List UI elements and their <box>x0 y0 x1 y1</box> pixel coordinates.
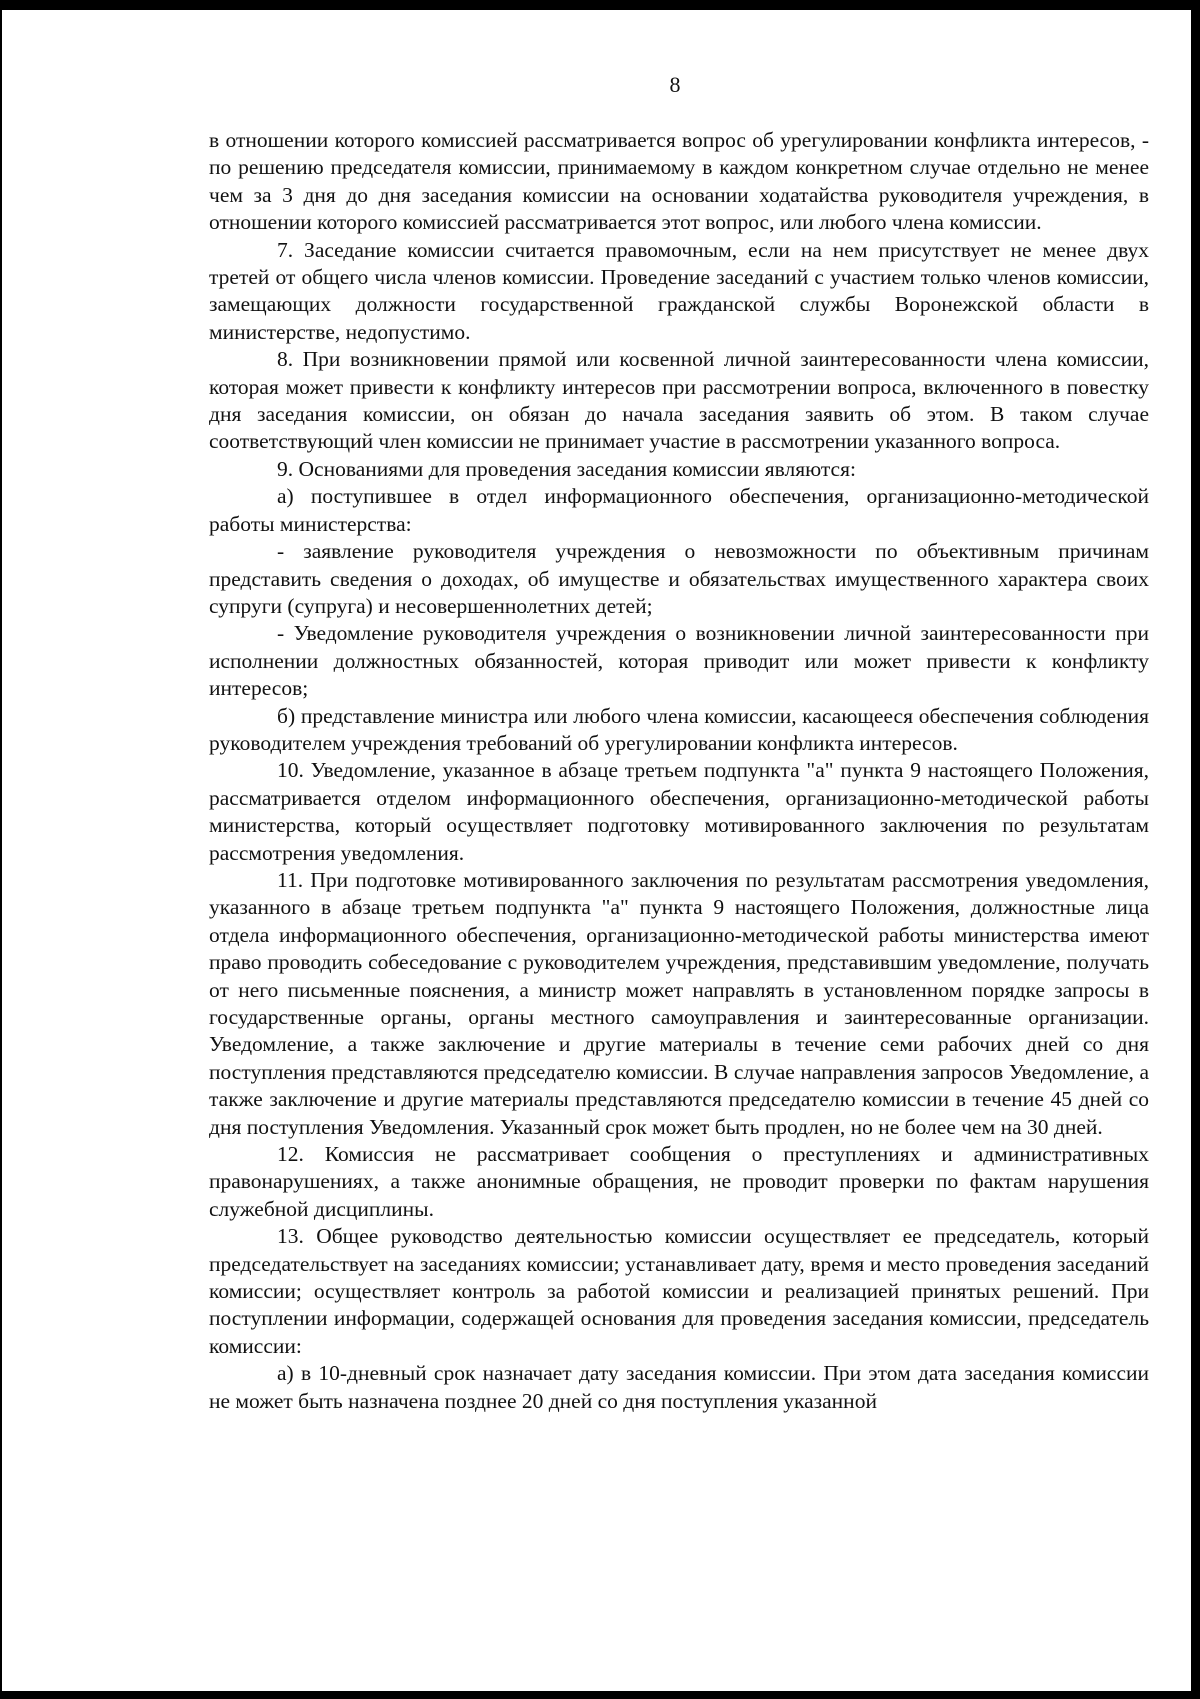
scan-border-bottom <box>0 1691 1200 1699</box>
paragraph: 8. При возникновении прямой или косвенной личной заинтересованности члена комиссии, которая может привести к конфликту интересов при рассмотрении вопроса, включенного в повестку дня заседания комиссии, он обязан до начала заседания заявить об этом. В таком случае соответствующий член комиссии не принимает участие в рассмотрении указанного вопроса. <box>209 347 1149 454</box>
paragraph: 12. Комиссия не рассматривает сообщения о преступлениях и административных правонарушениях, а также анонимные обращения, не проводит проверки по фактам нарушения служебной дисциплины. <box>209 1142 1149 1221</box>
paragraph: - Уведомление руководителя учреждения о возникновении личной заинтересованности при исполнении должностных обязанностей, которая приводит или может привести к конфликту интересов; <box>209 621 1149 701</box>
scan-border-top <box>0 0 1200 10</box>
paragraph: 13. Общее руководство деятельностью комиссии осуществляет ее председатель, который председательствует на заседаниях комиссии; устанавливает дату, время и место проведения заседаний комиссии; осуществляет контроль за работой комиссии и реализацией принятых решений. При поступлении информации, содержащей основания для проведения заседания комиссии, председатель комиссии: <box>209 1224 1149 1358</box>
paragraph: а) в 10-дневный срок назначает дату заседания комиссии. При этом дата заседания комиссии не может быть назначена позднее 20 дней со дня поступления указанной <box>209 1361 1149 1413</box>
scan-border-right <box>1191 0 1200 1699</box>
page-number: 8 <box>669 72 681 97</box>
paragraph: 10. Уведомление, указанное в абзаце третьем подпункта "а" пункта 9 настоящего Положения, рассматривается отделом информационного обеспечения, организационно-методической работы министерства, который осуществляет подготовку мотивированного заключения по результатам рассмотрения уведомления. <box>209 758 1149 865</box>
paragraph: - заявление руководителя учреждения о невозможности по объективным причинам представить сведения о доходах, об имуществе и обязательствах имущественного характера своих супруги (супруга) и несовершеннолетних детей; <box>209 539 1149 618</box>
paragraph: в отношении которого комиссией рассматривается вопрос об урегулировании конфликта интересов, - по решению председателя комиссии, принимаемому в каждом конкретном случае отдельно не менее чем за 3 дня до дня заседания комиссии на основании ходатайства руководителя учреждения, в отношении которого комиссией рассматривается этот вопрос, или любого члена комиссии. <box>209 128 1149 235</box>
paragraph: 11. При подготовке мотивированного заключения по результатам рассмотрения уведомления, указанного в абзаце третьем подпункта "а" пункта 9 настоящего Положения, должностные лица отдела информационного обеспечения, организационно-методической работы министерства имеют право проводить собеседование с руководителем учреждения, представившим уведомление, получать от него письменные пояснения, а министр может направлять в установленном порядке запросы в государственные органы, органы местного самоуправления и заинтересованные организации. Уведомление, а также заключение и другие материалы в течение семи рабочих дней со дня поступления представляются председателю комиссии. В случае направления запросов Уведомление, а также заключение и другие материалы представляются председателю комиссии в течение 45 дней со дня поступления Уведомления. Указанный срок может быть продлен, но не более чем на 30 дней. <box>209 867 1149 1139</box>
paragraph: 9. Основаниями для проведения заседания комиссии являются: <box>277 456 856 481</box>
scan-border-left <box>0 0 2 1699</box>
paragraph: б) представление министра или любого члена комиссии, касающееся обеспечения соблюдения руководителем учреждения требований об урегулировании конфликта интересов. <box>209 703 1149 755</box>
paragraph: а) поступившее в отдел информационного обеспечения, организационно-методической работы министерства: <box>209 484 1149 536</box>
document-body <box>209 127 1149 1415</box>
paragraph: 7. Заседание комиссии считается правомочным, если на нем присутствует не менее двух третей от общего числа членов комиссии. Проведение заседаний с участием только членов комиссии, замещающих должности государственной гражданской службы Воронежской области в министерстве, недопустимо. <box>209 237 1149 344</box>
